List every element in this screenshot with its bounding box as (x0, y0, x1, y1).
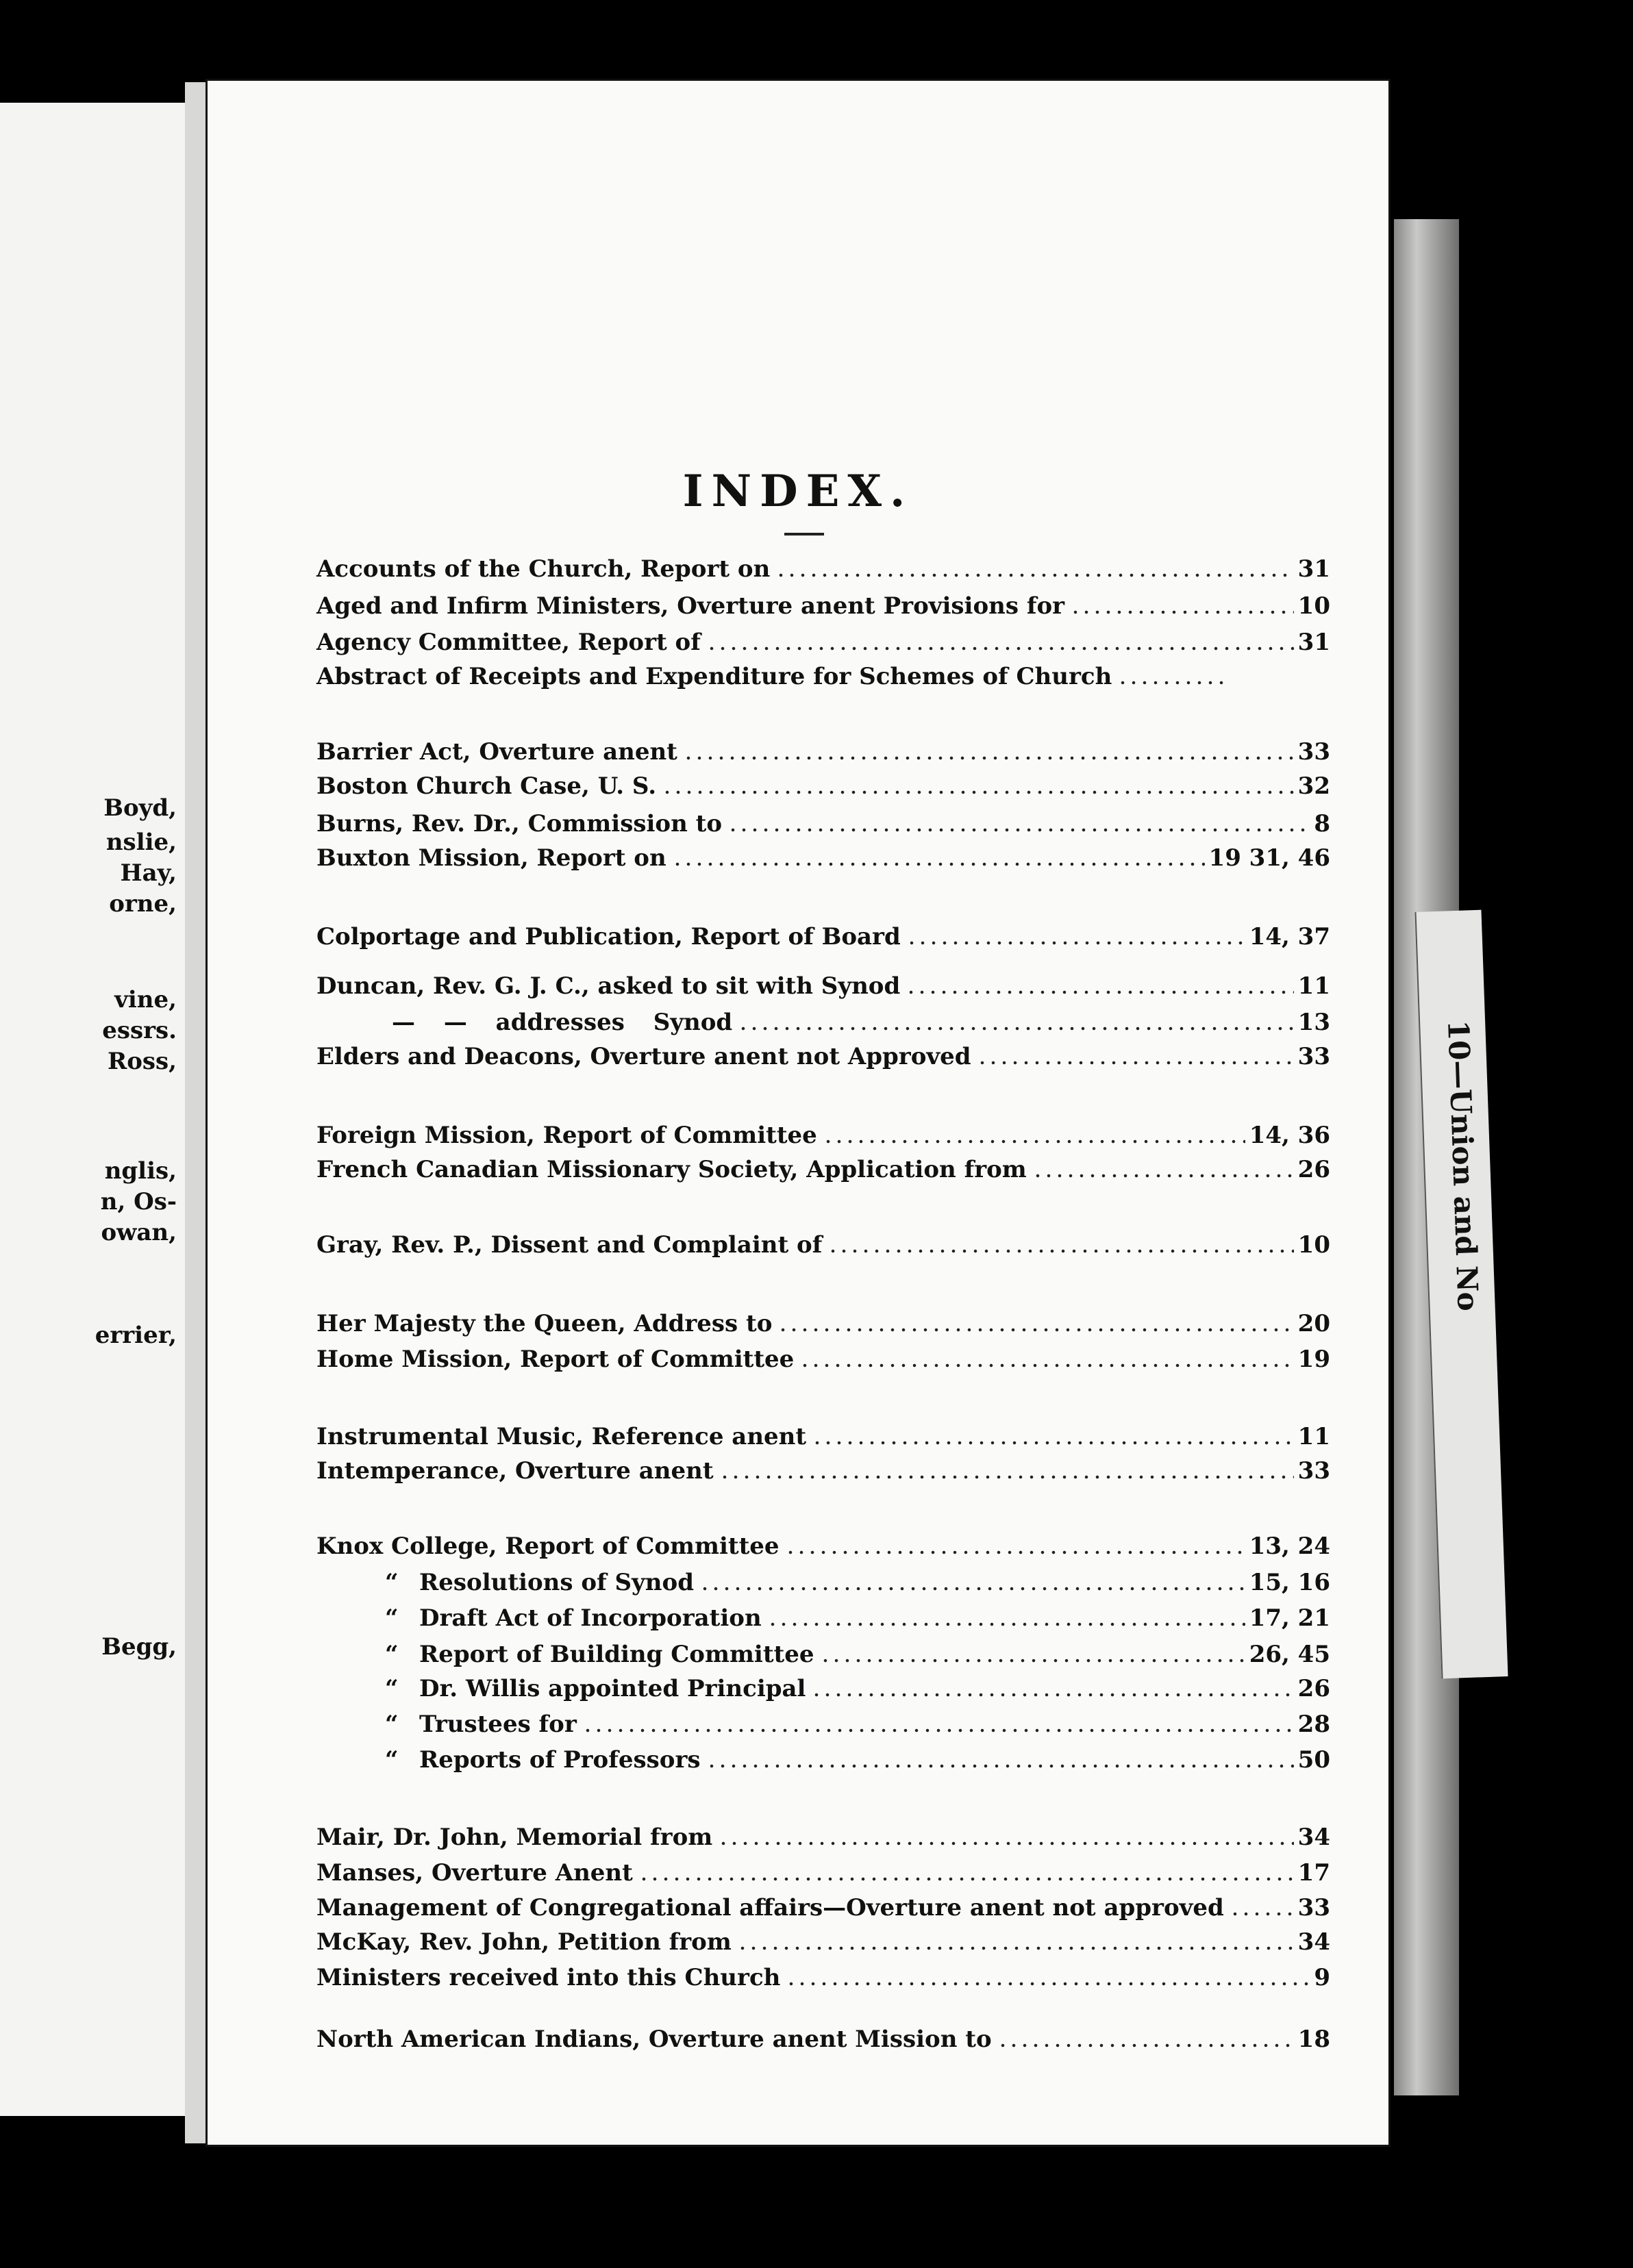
index-entry (316, 1527, 1330, 1560)
ditto-mark: “ (385, 1746, 399, 1774)
index-subentry-text: Trustees for (419, 1711, 577, 1738)
index-entry-label: Intemperance, Overture anent (316, 1457, 714, 1485)
index-entry-pages: 32 (1297, 772, 1330, 800)
index-subentry-text: Draft Act of Incorporation (419, 1604, 762, 1632)
index-entry (316, 1418, 1330, 1450)
index-entry-label: Ministers received into this Church (316, 1964, 781, 1991)
index-entry-label (316, 1746, 701, 1774)
index-entry (316, 1003, 1330, 1036)
leader-dots (767, 1622, 1245, 1626)
leader-dots (683, 756, 1294, 760)
index-entry (316, 2020, 1330, 2053)
index-subentry-text: Dr. Willis appointed Principal (419, 1675, 806, 1702)
left-page-fragment: Boyd, (103, 794, 177, 822)
index-entry-label: McKay, Rev. John, Petition from (316, 1928, 732, 1956)
left-page-fragment: n, Os- (100, 1188, 177, 1215)
left-page-fragment: nslie, (105, 829, 177, 856)
index-entry-label (316, 1569, 694, 1596)
index-entry (316, 1635, 1330, 1668)
index-entry-pages: 19 (1297, 1346, 1330, 1373)
index-entry-label: Boston Church Case, U. S. (316, 772, 657, 800)
index-entry-label: Instrumental Music, Reference anent (316, 1423, 807, 1450)
leader-dots (1117, 681, 1227, 685)
index-entry-pages: 19 31, 46 (1208, 844, 1330, 872)
index-entry-pages: 31 (1297, 629, 1330, 656)
leader-dots (823, 1139, 1245, 1144)
index-entry-label: Duncan, Rev. G. J. C., asked to sit with Synod (316, 972, 901, 1000)
leader-dots (997, 2043, 1294, 2048)
leader-dots (775, 573, 1293, 577)
index-entry (316, 1226, 1330, 1259)
index-entry (316, 967, 1330, 1000)
index-entry-label: Manses, Overture Anent (316, 1859, 633, 1887)
leader-dots (1230, 1912, 1294, 1916)
page-title: INDEX. (682, 466, 914, 517)
index-entry-label: Mair, Dr. John, Memorial from (316, 1824, 713, 1851)
index-entry-label: French Canadian Missionary Society, Application from (316, 1156, 1027, 1183)
index-entry (316, 1150, 1330, 1183)
leader-dots (582, 1728, 1294, 1732)
index-entry (316, 1599, 1330, 1632)
index-entry-label: Accounts of the Church, Report on (316, 555, 771, 583)
map-fragment-text: 10—Union and No (1441, 1020, 1485, 1312)
index-entry-pages: 31 (1297, 555, 1330, 583)
index-entry (316, 1854, 1330, 1887)
index-entry-label: North American Indians, Overture anent Mission to (316, 2026, 992, 2053)
leader-dots (737, 1946, 1294, 1950)
left-page-fragment: essrs. (102, 1017, 177, 1044)
index-entry-label: Colportage and Publication, Report of Board (316, 923, 901, 950)
index-entry-pages: 11 (1297, 1423, 1330, 1450)
index-entry (316, 1741, 1330, 1774)
leader-dots (1032, 1174, 1294, 1178)
index-entry-label (316, 1711, 577, 1738)
leader-dots (906, 990, 1293, 994)
index-entry-pages: 33 (1297, 738, 1330, 766)
index-entry (316, 623, 1330, 656)
index-entry (316, 1670, 1330, 1702)
index-entry-pages: 26, 45 (1249, 1641, 1330, 1668)
index-entry-pages: 28 (1297, 1711, 1330, 1738)
left-page-fragment: orne, (109, 890, 177, 918)
index-entry-label: Buxton Mission, Report on (316, 844, 666, 872)
leader-dots (811, 1693, 1293, 1697)
index-entry-pages: 33 (1297, 1457, 1330, 1485)
index-entry-pages: 17 (1297, 1859, 1330, 1887)
leader-dots (706, 646, 1294, 651)
index-entry (316, 1818, 1330, 1851)
index-entry (316, 918, 1330, 950)
index-entry-pages: 50 (1297, 1746, 1330, 1774)
index-entry-label: Barrier Act, Overture anent (316, 738, 677, 766)
leader-dots (719, 1475, 1294, 1479)
index-entry (316, 1340, 1330, 1373)
index-entry (316, 657, 1330, 690)
title-rule (784, 533, 824, 536)
index-entry (316, 733, 1330, 766)
ditto-mark: “ (385, 1604, 399, 1632)
leader-dots (785, 1550, 1245, 1554)
leader-dots (777, 1328, 1293, 1332)
leader-dots (727, 828, 1310, 832)
index-entry (316, 839, 1330, 872)
index-entry-label (316, 1604, 762, 1632)
left-page-fragment: Ross, (107, 1048, 177, 1075)
leader-dots (977, 1061, 1294, 1065)
leader-dots (812, 1441, 1294, 1445)
index-entry (316, 767, 1330, 800)
left-page-fragment: owan, (101, 1219, 177, 1246)
left-page-fragment: nglis, (104, 1157, 177, 1185)
index-entry-pages: 15, 16 (1249, 1569, 1330, 1596)
index-entry-pages: 26 (1297, 1675, 1330, 1702)
leader-dots (699, 1587, 1245, 1591)
index-entry (316, 1305, 1330, 1337)
index-subentry-text: Resolutions of Synod (419, 1569, 694, 1596)
index-entry (316, 1705, 1330, 1738)
left-page (0, 103, 188, 2116)
index-entry-pages: 18 (1297, 2026, 1330, 2053)
index-entry-pages: 10 (1297, 592, 1330, 620)
index-entry-pages: 9 (1314, 1964, 1330, 1991)
index-entry-pages: 11 (1297, 972, 1330, 1000)
leader-dots (1070, 610, 1294, 614)
left-page-fragment: vine, (114, 986, 177, 1013)
leader-dots (718, 1841, 1293, 1845)
index-entry-label: Aged and Infirm Ministers, Overture anent Provisions for (316, 592, 1065, 620)
index-entry-pages: 20 (1297, 1310, 1330, 1337)
index-entry-label: Elders and Deacons, Overture anent not Approved (316, 1043, 971, 1070)
index-entry (316, 805, 1330, 837)
leader-dots (738, 1026, 1294, 1031)
leader-dots (827, 1249, 1293, 1253)
index-entry-label: Knox College, Report of Committee (316, 1533, 780, 1560)
index-entry-label: Agency Committee, Report of (316, 629, 701, 656)
index-entry-pages: 34 (1297, 1824, 1330, 1851)
leader-dots (786, 1982, 1310, 1986)
index-entry (316, 1037, 1330, 1070)
index-entry-label: Gray, Rev. P., Dissent and Complaint of (316, 1231, 823, 1259)
left-page-text-fragments (0, 103, 177, 2116)
leader-dots (906, 941, 1245, 945)
index-entry-pages: 26 (1297, 1156, 1330, 1183)
index-entry-pages: 13 (1297, 1009, 1330, 1036)
index-subentry-text: Reports of Professors (419, 1746, 701, 1774)
index-entry (316, 1889, 1330, 1922)
index-entry-pages: 13, 24 (1249, 1533, 1330, 1560)
index-entry-label: Home Mission, Report of Committee (316, 1346, 795, 1373)
index-entry-label (316, 1641, 814, 1668)
leader-dots (662, 790, 1294, 794)
ditto-mark: “ (385, 1711, 399, 1738)
index-entry-pages: 17, 21 (1249, 1604, 1330, 1632)
index-entry-label: Abstract of Receipts and Expenditure for Schemes of Church (316, 663, 1112, 690)
left-page-fragment: Hay, (120, 859, 177, 887)
left-page-fragment: errier, (95, 1322, 177, 1349)
index-entry-pages: 14, 37 (1249, 923, 1330, 950)
leader-dots (820, 1659, 1245, 1663)
ditto-mark: “ (385, 1675, 399, 1702)
index-entry-label: Her Majesty the Queen, Address to (316, 1310, 773, 1337)
index-entry-label (316, 1675, 806, 1702)
index-subentry-text: Report of Building Committee (419, 1641, 814, 1668)
leader-dots (706, 1764, 1294, 1768)
index-entry-pages: 14, 36 (1249, 1122, 1330, 1149)
index-entry (316, 1452, 1330, 1485)
index-entry (316, 587, 1330, 620)
index-entry-label: Burns, Rev. Dr., Commission to (316, 810, 723, 837)
index-entry-label: Management of Congregational affairs—Overture anent not approved (316, 1894, 1224, 1922)
index-entry-pages: 8 (1314, 810, 1330, 837)
leader-dots (672, 862, 1205, 866)
index-entry-label: Foreign Mission, Report of Committee (316, 1122, 817, 1149)
index-entry-pages: 34 (1297, 1928, 1330, 1956)
left-page-fragment: Begg, (101, 1633, 177, 1661)
index-entry (316, 1116, 1330, 1149)
index-entry (316, 1563, 1330, 1596)
leader-dots (638, 1877, 1294, 1881)
ditto-mark: “ (385, 1569, 399, 1596)
index-entry-pages: 10 (1297, 1231, 1330, 1259)
index-entry (316, 550, 1330, 583)
index-entry (316, 1923, 1330, 1956)
index-entry-pages: 33 (1297, 1894, 1330, 1922)
leader-dots (799, 1363, 1293, 1368)
index-entry (316, 1958, 1330, 1991)
ditto-mark: “ (385, 1641, 399, 1668)
index-entry-pages: 33 (1297, 1043, 1330, 1070)
index-entry-label: — — addresses Synod (392, 1009, 733, 1036)
